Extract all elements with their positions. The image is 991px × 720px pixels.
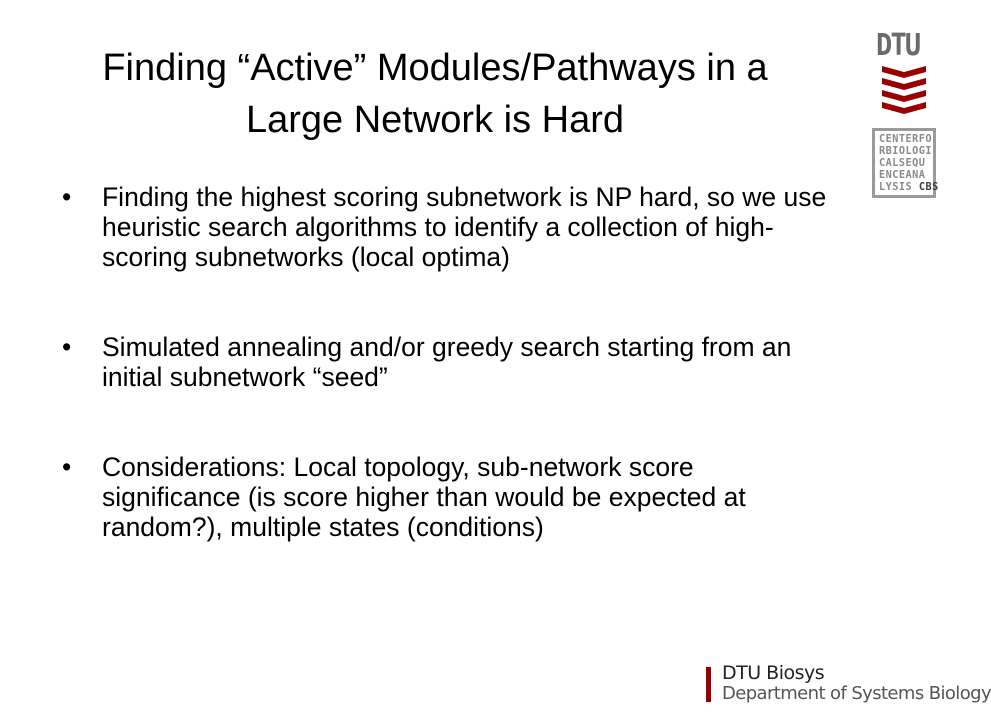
dtu-logo [876, 30, 940, 119]
footer-red-bar [706, 667, 711, 702]
slide-title-line-1: Finding “Active” Modules/Pathways in a [102, 47, 768, 89]
bullet-item-3 [62, 452, 832, 542]
cbs-line-2: RBIOLOGI [879, 146, 933, 157]
dtu-logo-text: DTU [876, 28, 920, 63]
slide-title-line-2: Large Network is Hard [245, 99, 625, 141]
cbs-line-3: CALSEQU [879, 158, 926, 169]
bullet-dot: • [62, 182, 72, 212]
bullet-text-3: Considerations: Local topology, sub-network score significance (is score higher than would be expected at random?), multiple states (conditions) [102, 452, 746, 542]
slide-title [0, 42, 870, 146]
bullet-item-1 [62, 182, 832, 272]
footer-department: Department of Systems Biology [722, 683, 991, 704]
cbs-line-5-text: LYSIS [879, 182, 913, 193]
cbs-line-1: CENTERFO [879, 134, 933, 145]
cbs-logo-box [872, 128, 939, 198]
bullet-dot: • [62, 332, 72, 362]
cbs-line-5 [879, 182, 939, 194]
cbs-line-4: ENCEANA [879, 170, 926, 181]
bullet-list [62, 182, 832, 542]
bullet-dot: • [62, 452, 72, 482]
cbs-strong-text: CBS [918, 182, 939, 193]
bullet-text-1: Finding the highest scoring subnetwork is NP hard, so we use heuristic search algorithms to identify a collection of high-scoring subnetworks (local optima) [102, 182, 827, 272]
bullet-text-2: Simulated annealing and/or greedy search starting from an initial subnetwork “seed” [102, 332, 792, 392]
bullet-item-2 [62, 332, 832, 392]
dtu-red-chevrons-icon [876, 62, 932, 114]
footer-org-name: DTU Biosys [722, 662, 825, 684]
